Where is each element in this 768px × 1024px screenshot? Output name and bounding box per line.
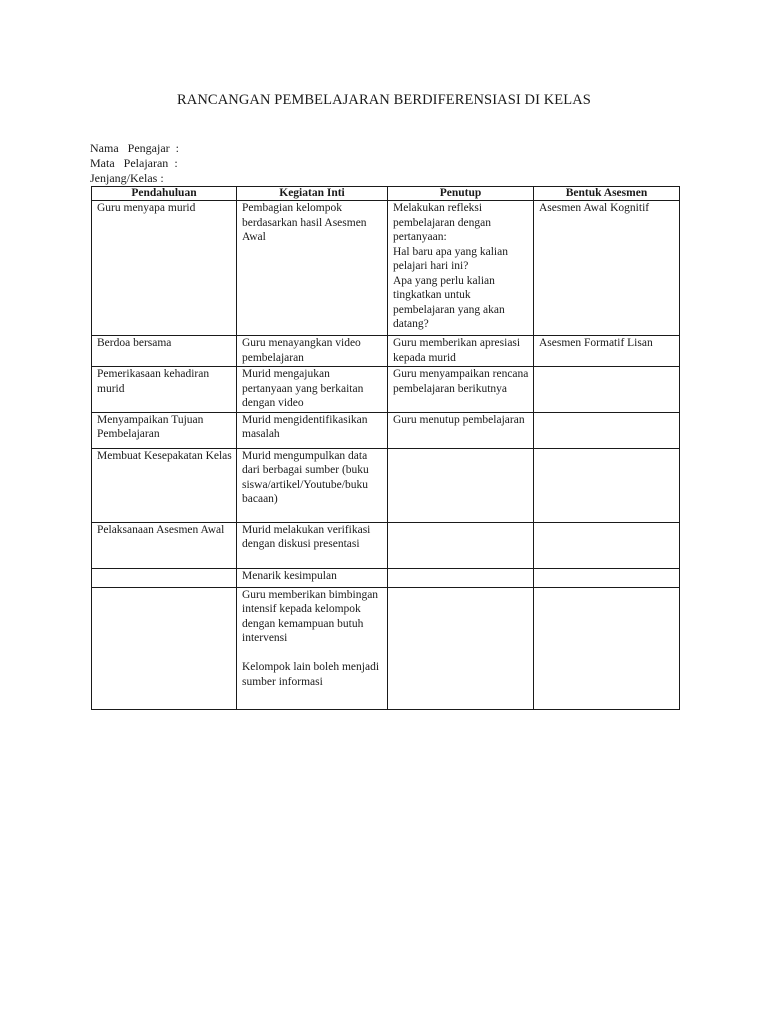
cell-pendahuluan (92, 587, 237, 709)
table-row (92, 412, 680, 448)
cell-kegiatan-inti: Murid mengidentifikasikan masalah (237, 412, 388, 448)
cell-asesmen (534, 568, 680, 587)
cell-penutup: Guru memberikan apresiasi kepada murid (388, 336, 534, 367)
table-body (92, 201, 680, 710)
cell-penutup: Guru menutup pembelajaran (388, 412, 534, 448)
table-row (92, 201, 680, 336)
table-row (92, 336, 680, 367)
cell-asesmen (534, 587, 680, 709)
cell-kegiatan-inti: Guru memberikan bimbingan intensif kepada kelompok dengan kemampuan butuh intervensi Kelompok lain boleh menjadi sumber informasi (237, 587, 388, 709)
table-row (92, 587, 680, 709)
cell-asesmen: Asesmen Awal Kognitif (534, 201, 680, 336)
table-row (92, 568, 680, 587)
cell-kegiatan-inti: Pembagian kelompok berdasarkan hasil Asesmen Awal (237, 201, 388, 336)
cell-pendahuluan: Pelaksanaan Asesmen Awal (92, 522, 237, 568)
cell-asesmen (534, 412, 680, 448)
header-pendahuluan: Pendahuluan (92, 187, 237, 201)
table-row (92, 367, 680, 413)
field-label: Nama Pengajar (90, 141, 170, 155)
cell-penutup: Guru menyampaikan rencana pembelajaran berikutnya (388, 367, 534, 413)
field-separator: : (160, 171, 164, 185)
cell-kegiatan-inti: Guru menayangkan video pembelajaran (237, 336, 388, 367)
cell-penutup (388, 568, 534, 587)
header-kegiatan-inti: Kegiatan Inti (237, 187, 388, 201)
table-row (92, 522, 680, 568)
header-penutup: Penutup (388, 187, 534, 201)
cell-penutup (388, 448, 534, 522)
cell-pendahuluan: Membuat Kesepakatan Kelas (92, 448, 237, 522)
cell-asesmen: Asesmen Formatif Lisan (534, 336, 680, 367)
header-bentuk-asesmen: Bentuk Asesmen (534, 187, 680, 201)
cell-pendahuluan: Menyampaikan Tujuan Pembelajaran (92, 412, 237, 448)
identity-fields (90, 141, 179, 186)
cell-pendahuluan (92, 568, 237, 587)
cell-pendahuluan: Pemerikasaan kehadiran murid (92, 367, 237, 413)
cell-kegiatan-inti: Murid mengumpulkan data dari berbagai sumber (buku siswa/artikel/Youtube/buku bacaan) (237, 448, 388, 522)
lesson-plan-table (91, 186, 680, 710)
cell-penutup: Melakukan refleksi pembelajaran dengan pertanyaan: Hal baru apa yang kalian pelajari hari ini? Apa yang perlu kalian tingkatkan untuk pembelajaran yang akan datang? (388, 201, 534, 336)
cell-penutup (388, 587, 534, 709)
field-separator: : (175, 141, 179, 155)
cell-asesmen (534, 367, 680, 413)
field-separator: : (174, 156, 178, 170)
cell-asesmen (534, 448, 680, 522)
cell-pendahuluan: Guru menyapa murid (92, 201, 237, 336)
cell-penutup (388, 522, 534, 568)
field-jenjang-kelas (90, 171, 179, 186)
cell-kegiatan-inti: Menarik kesimpulan (237, 568, 388, 587)
cell-asesmen (534, 522, 680, 568)
field-label: Mata Pelajaran (90, 156, 169, 170)
table-header-row (92, 187, 680, 201)
field-mata-pelajaran (90, 156, 179, 171)
document-title: RANCANGAN PEMBELAJARAN BERDIFERENSIASI DI KELAS (177, 92, 591, 108)
field-label: Jenjang/Kelas (90, 171, 158, 185)
cell-kegiatan-inti: Murid melakukan verifikasi dengan diskusi presentasi (237, 522, 388, 568)
cell-kegiatan-inti: Murid mengajukan pertanyaan yang berkaitan dengan video (237, 367, 388, 413)
field-nama-pengajar (90, 141, 179, 156)
table-row (92, 448, 680, 522)
cell-pendahuluan: Berdoa bersama (92, 336, 237, 367)
